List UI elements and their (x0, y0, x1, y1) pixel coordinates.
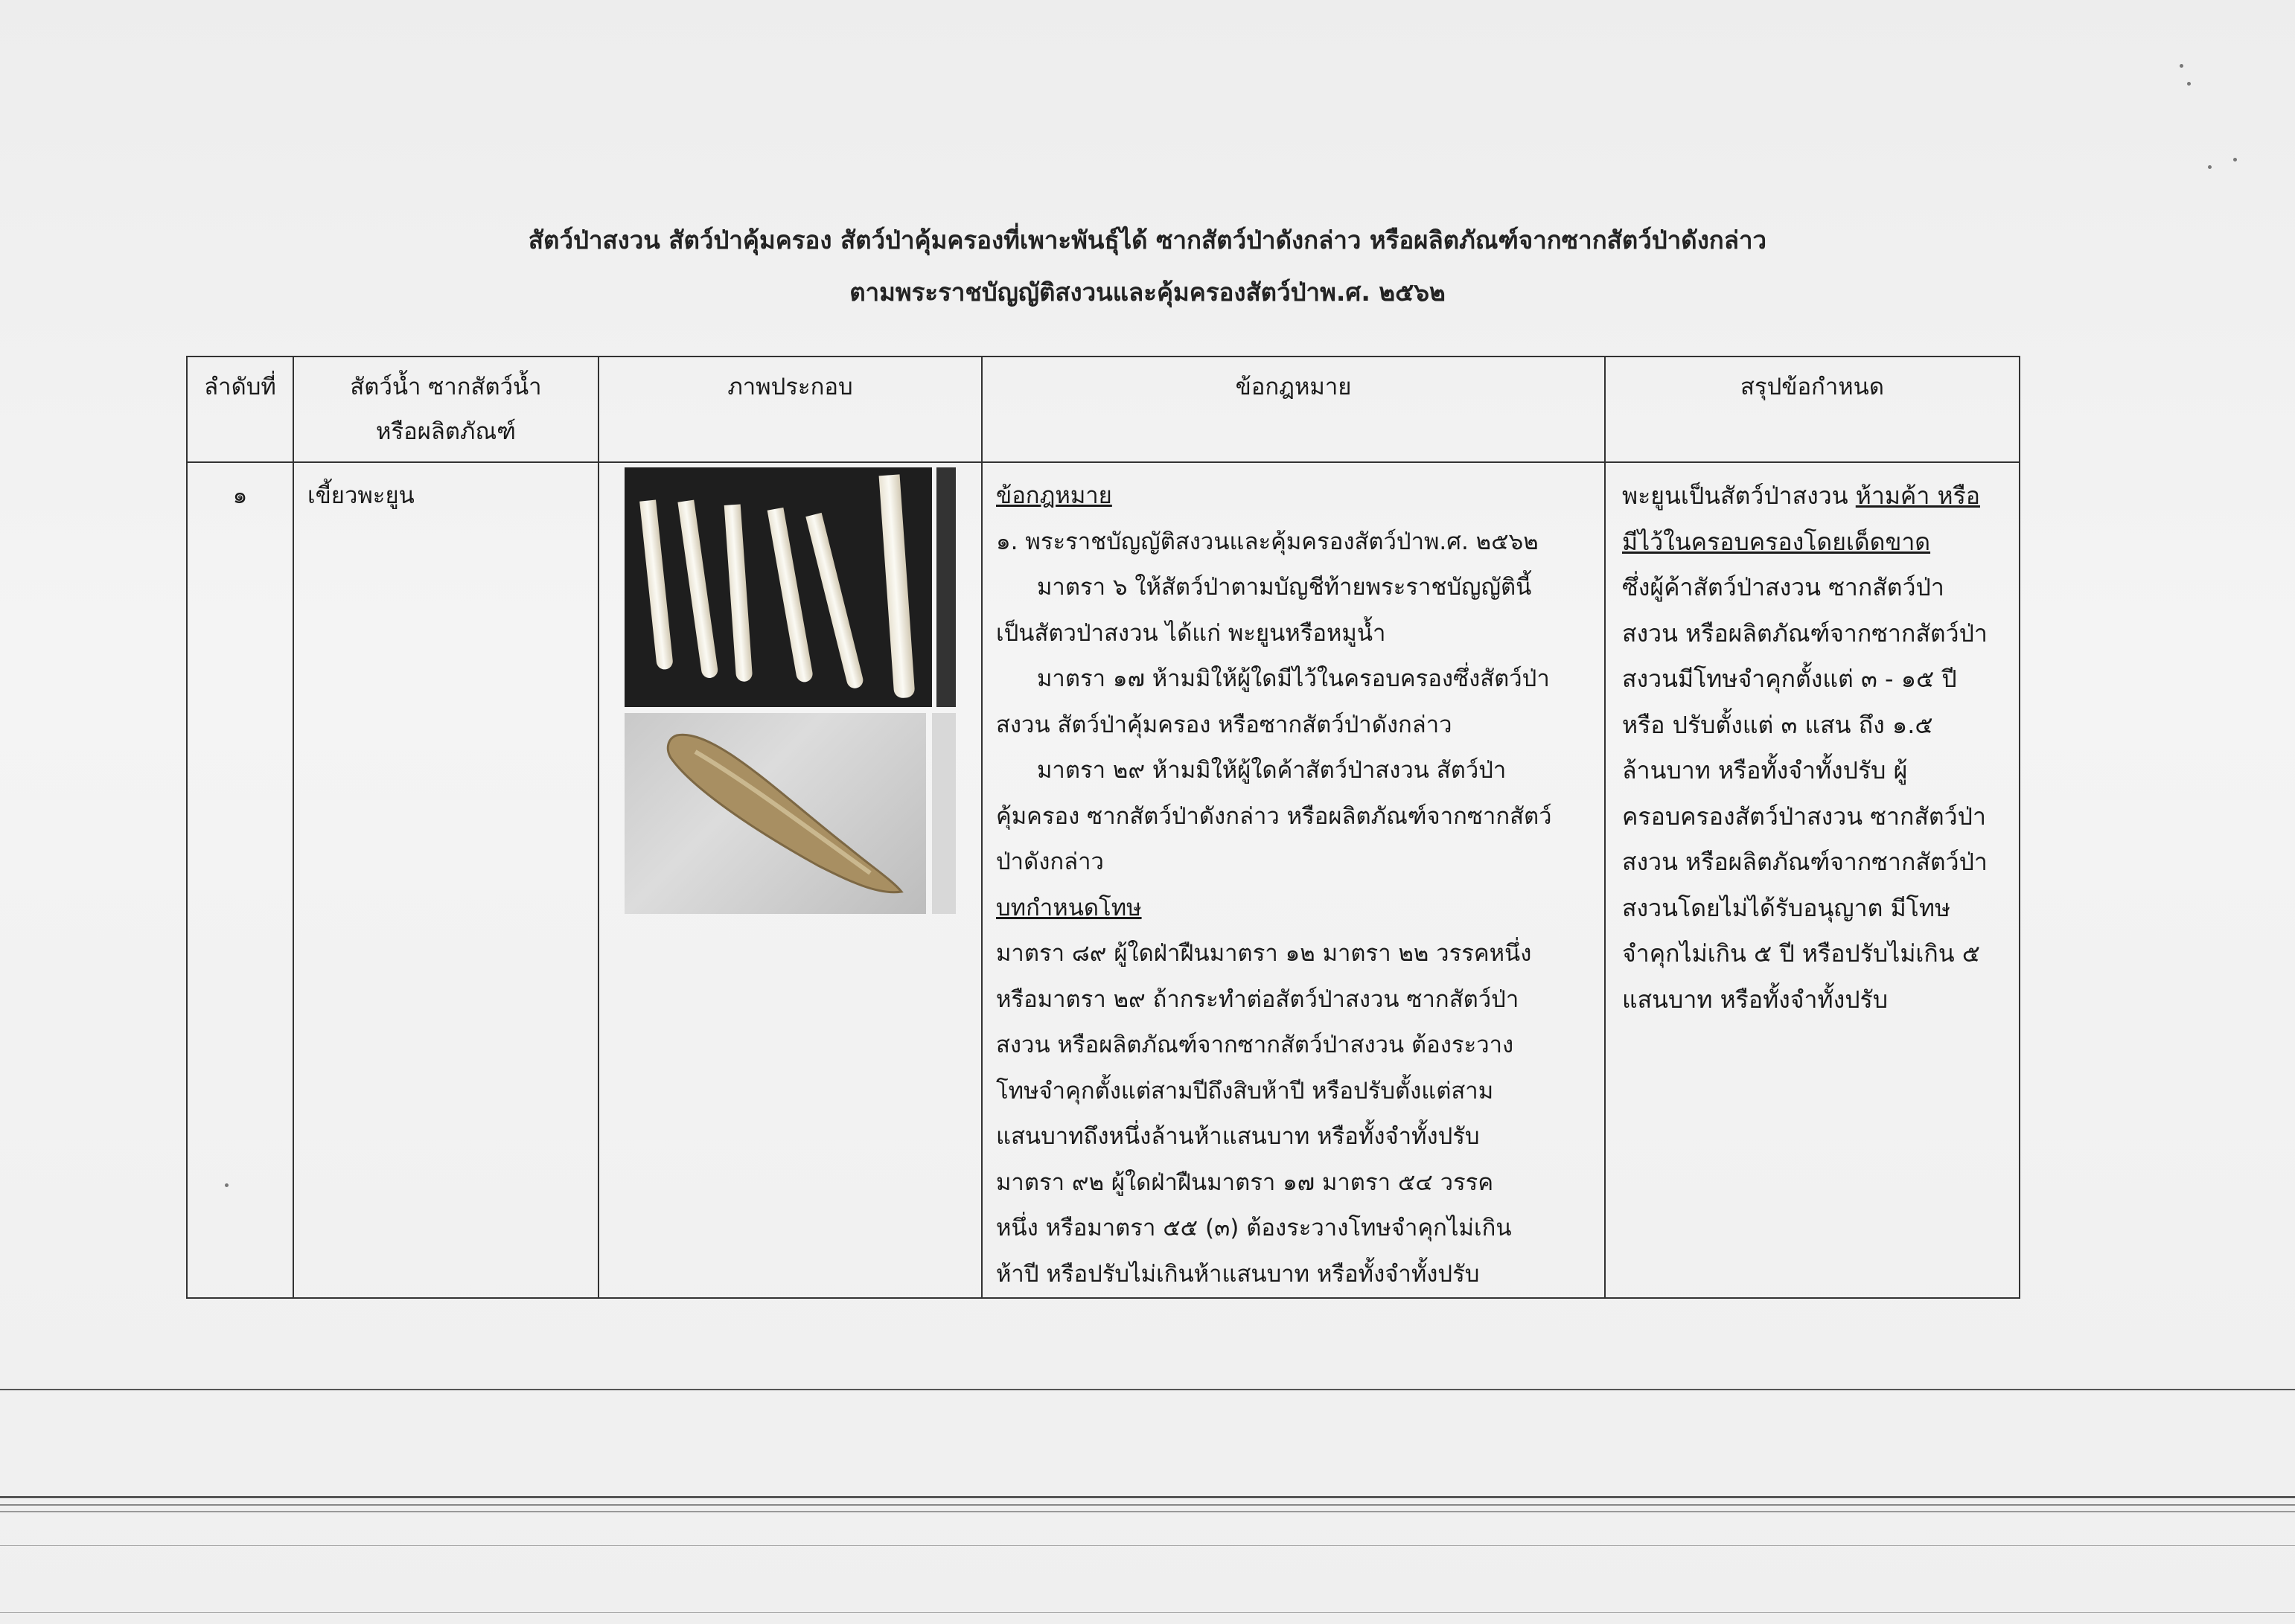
photo-edge-strip (936, 467, 956, 707)
footer-rule (0, 1612, 2295, 1613)
dugong-tusks-photo (625, 467, 932, 707)
penalty-line: หนึ่ง หรือมาตรา ๕๕ (๓) ต้องระวางโทษจำคุกไม่เกิน (996, 1215, 1512, 1241)
footer-rule (0, 1511, 2295, 1512)
header-summary: สรุปข้อกำหนด (1605, 357, 2020, 462)
summary-emphasis: ห้ามค้า หรือ (1855, 482, 1980, 510)
tusk-shape (805, 513, 864, 690)
scan-speck (2233, 158, 2237, 162)
penalty-line: โทษจำคุกตั้งแต่สามปีถึงสิบห้าปี หรือปรับตั้งแต่สาม (996, 1077, 1494, 1104)
scan-speck (2187, 82, 2191, 86)
summary-line: สงวน หรือผลิตภัณฑ์จากซากสัตว์ป่า (1622, 618, 1988, 648)
summary-line: สงวน หรือผลิตภัณฑ์จากซากสัตว์ป่า (1622, 848, 1988, 876)
summary-line (1622, 473, 2008, 520)
summary-line: จำคุกไม่เกิน ๕ ปี หรือปรับไม่เกิน ๕ (1622, 939, 1980, 968)
tusk-closeup-shape (625, 713, 926, 914)
penalty-line: สงวน หรือผลิตภัณฑ์จากซากสัตว์ป่าสงวน ต้องระวาง (996, 1032, 1514, 1058)
row-law (982, 462, 1605, 1298)
penalty-line: แสนบาทถึงหนึ่งล้านห้าแสนบาท หรือทั้งจำทั้งปรับ (996, 1123, 1480, 1150)
law-line: มาตรา ๑๗ ห้ามมิให้ผู้ใดมีไว้ในครอบครองซึ่งสัตว์ป่า (1037, 665, 1550, 692)
footer-rule (0, 1496, 2295, 1498)
law-heading: ข้อกฎหมาย (996, 482, 1112, 509)
summary-line: สงวนมีโทษจำคุกตั้งแต่ ๓ - ๑๕ ปี (1622, 665, 1957, 693)
summary-line: หรือ ปรับตั้งแต่ ๓ แสน ถึง ๑.๕ (1622, 710, 1933, 739)
table-header-row (187, 357, 2020, 462)
law-line: สงวน สัตว์ป่าคุ้มครอง หรือซากสัตว์ป่าดังกล่าว (996, 711, 1452, 738)
header-animal (293, 357, 599, 462)
summary-line: แสนบาท หรือทั้งจำทั้งปรับ (1622, 985, 1889, 1014)
single-tusk-photo (625, 713, 926, 914)
law-line: มาตรา ๒๙ ห้ามมิให้ผู้ใดค้าสัตว์ป่าสงวน สัตว์ป่า (1037, 757, 1507, 784)
summary-text: พะยูนเป็นสัตว์ป่าสงวน (1622, 482, 1856, 510)
footer-rule (0, 1504, 2295, 1506)
tusk-shape (724, 505, 753, 682)
regulation-table (186, 356, 2020, 1299)
penalty-line: หรือมาตรา ๒๙ ถ้ากระทำต่อสัตว์ป่าสงวน ซากสัตว์ป่า (996, 985, 1519, 1013)
scan-speck (2208, 165, 2212, 169)
row-summary (1605, 462, 2020, 1298)
law-line: คุ้มครอง ซากสัตว์ป่าดังกล่าว หรือผลิตภัณฑ์จากซากสัตว์ (996, 802, 1552, 830)
summary-emphasis: มีไว้ในครอบครองโดยเด็ดขาด (1622, 527, 1931, 556)
footer-rule (0, 1545, 2295, 1546)
law-line: มาตรา ๖ ให้สัตว์ป่าตามบัญชีท้ายพระราชบัญญัตินี้ (1037, 574, 1532, 601)
table-row (187, 462, 2020, 1298)
tusk-shape (639, 499, 674, 670)
footer-rule (0, 1389, 2295, 1390)
summary-line: ล้านบาท หรือทั้งจำทั้งปรับ ผู้ (1622, 756, 1908, 784)
header-animal-line2: หรือผลิตภัณฑ์ (376, 418, 516, 445)
penalty-heading: บทกำหนดโทษ (996, 894, 1142, 921)
penalty-line: มาตรา ๘๙ ผู้ใดฝ่าฝืนมาตรา ๑๒ มาตรา ๒๒ วรรคหนึ่ง (996, 940, 1532, 967)
header-image: ภาพประกอบ (599, 357, 982, 462)
summary-line: ครอบครองสัตว์ป่าสงวน ซากสัตว์ป่า (1622, 802, 1986, 831)
tusk-shape (879, 474, 916, 698)
row-animal: เขี้ยวพะยูน (293, 462, 599, 1298)
row-number: ๑ (187, 462, 293, 1298)
scan-speck (2180, 64, 2183, 68)
tusk-shape (767, 508, 814, 683)
summary-line: สงวนโดยไม่ได้รับอนุญาต มีโทษ (1622, 893, 1951, 922)
header-animal-line1: สัตว์น้ำ ซากสัตว์น้ำ (350, 374, 542, 400)
law-line: เป็นสัตวป่าสงวน ได้แก่ พะยูนหรือหมูน้ำ (996, 619, 1386, 647)
summary-line: ซึ่งผู้ค้าสัตว์ป่าสงวน ซากสัตว์ป่า (1622, 573, 1944, 601)
header-no: ลำดับที่ (187, 357, 293, 462)
document-title-line-1: สัตว์ป่าสงวน สัตว์ป่าคุ้มครอง สัตว์ป่าคุ้มครองที่เพาะพันธุ์ได้ ซากสัตว์ป่าดังกล่าว หรือผลิตภัณฑ์จากซากสัตว์ป่าดังกล่าว (528, 226, 1767, 255)
photo-edge-strip (932, 713, 956, 914)
law-line: ๑. พระราชบัญญัติสงวนและคุ้มครองสัตว์ป่าพ.ศ. ๒๕๖๒ (996, 528, 1539, 555)
scan-speck (225, 1183, 229, 1187)
header-law: ข้อกฎหมาย (982, 357, 1605, 462)
penalty-line: มาตรา ๙๒ ผู้ใดฝ่าฝืนมาตรา ๑๗ มาตรา ๕๔ วรรค (996, 1169, 1494, 1196)
law-line: ป่าดังกล่าว (996, 848, 1104, 875)
penalty-line: ห้าปี หรือปรับไม่เกินห้าแสนบาท หรือทั้งจำทั้งปรับ (996, 1260, 1480, 1288)
tusk-shape (677, 500, 718, 680)
document-title-line-2: ตามพระราชบัญญัติสงวนและคุ้มครองสัตว์ป่าพ.ศ. ๒๕๖๒ (849, 278, 1446, 307)
